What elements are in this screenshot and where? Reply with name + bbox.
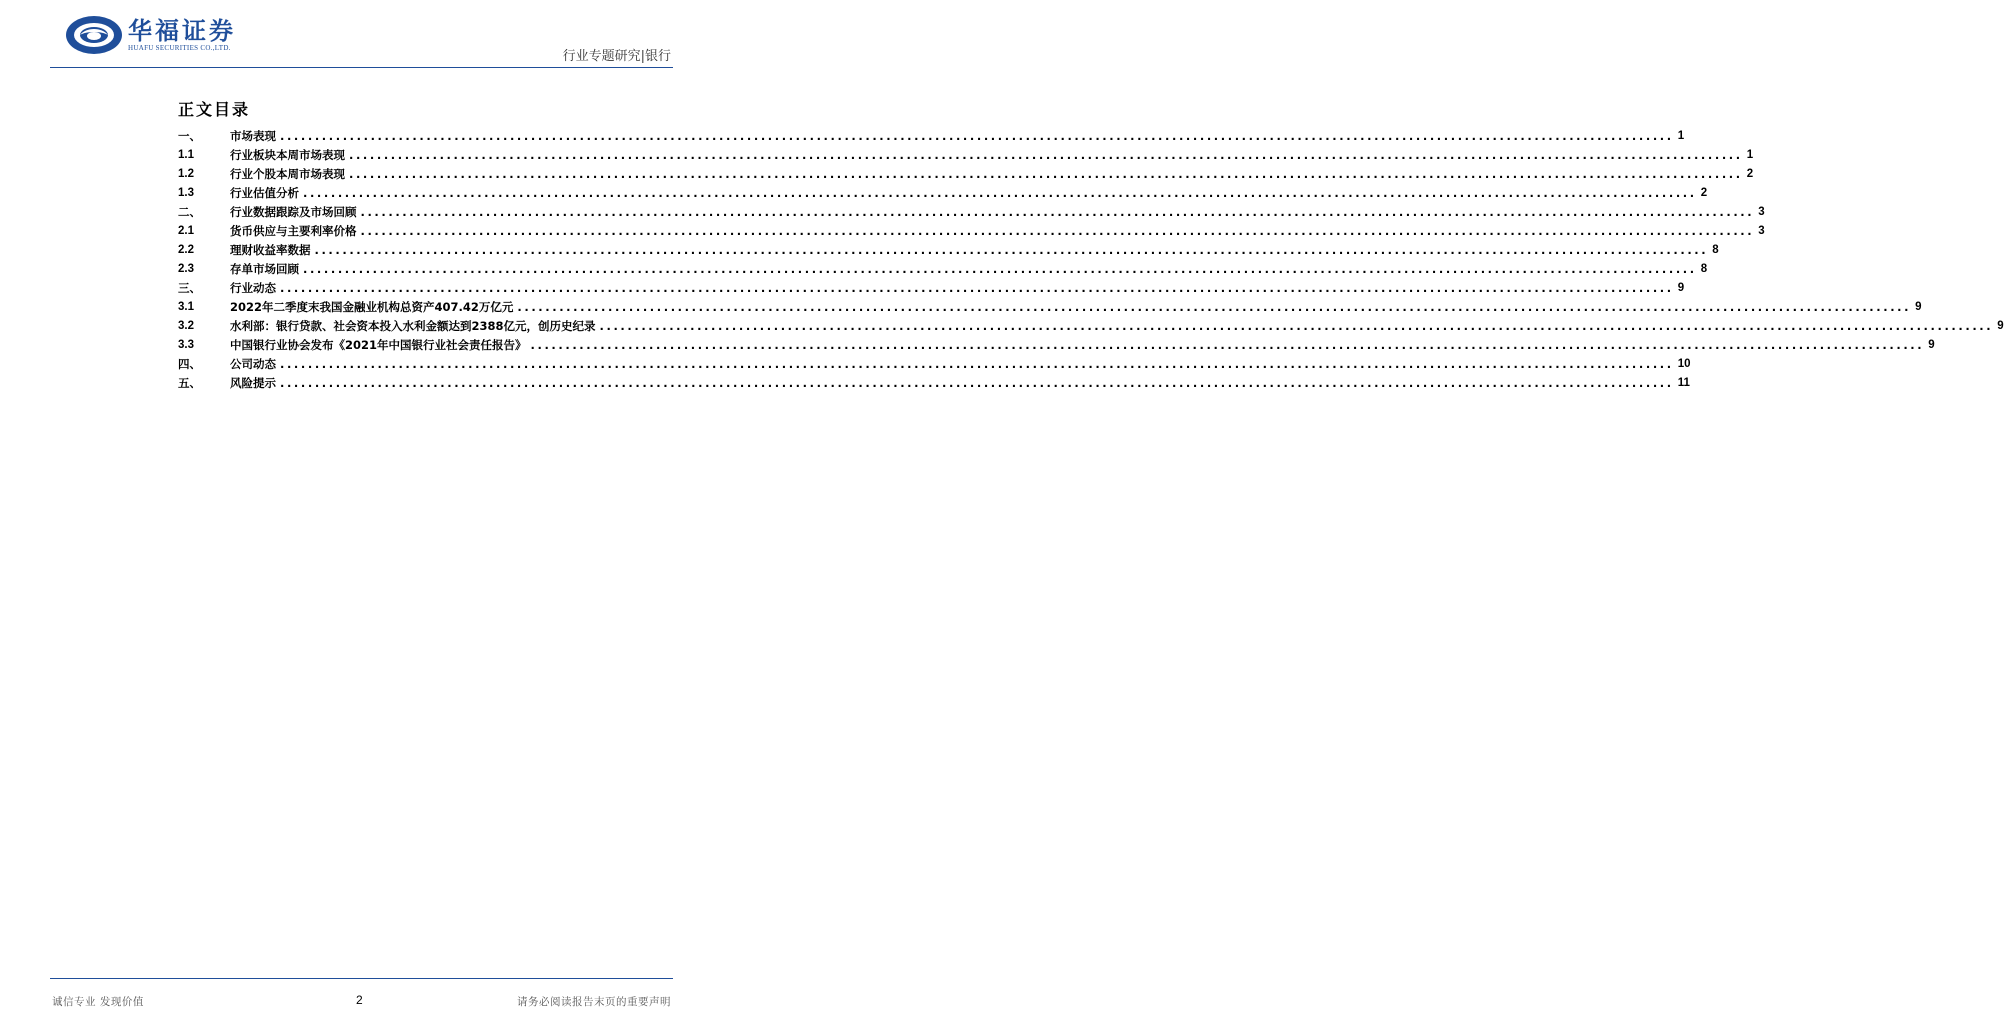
toc-entry-page: 9 <box>1677 281 1685 294</box>
toc-entry-number: 3.2 <box>178 319 194 332</box>
toc-entry-title: 2022年二季度末我国金融业机构总资产407.42万亿元 <box>230 299 514 314</box>
page-header <box>0 0 724 70</box>
report-section-label: 行业专题研究|银行 <box>562 49 671 64</box>
toc-entry[interactable] <box>178 240 1719 259</box>
toc-entry[interactable] <box>178 278 1685 297</box>
toc-entry-title: 存单市场回顾 <box>230 261 299 276</box>
toc-dot-leader: ........................................................................................................................................................................................................ <box>599 318 1994 333</box>
toc-entry-title: 行业板块本周市场表现 <box>230 147 345 162</box>
toc-entry-page: 9 <box>1997 319 2004 332</box>
toc-entry-number: 2.3 <box>178 262 194 275</box>
page-number: 2 <box>356 993 363 1007</box>
toc-entry[interactable] <box>178 221 1765 240</box>
toc-entry[interactable] <box>178 335 1935 354</box>
toc-entry-page: 8 <box>1712 243 1719 256</box>
toc-dot-leader: ........................................................................................................................................................................................................ <box>303 261 1697 276</box>
logo-english-name: HUAFU SECURITIES CO.,LTD. <box>128 43 231 52</box>
toc-dot-leader: ........................................................................................................................................................................................................ <box>360 223 1755 238</box>
toc-entry-number: 五、 <box>178 377 201 390</box>
toc-entry-title: 市场表现 <box>230 128 276 143</box>
toc-entry-number: 3.1 <box>178 300 194 313</box>
toc-entry-number: 3.3 <box>178 338 194 351</box>
toc-entry[interactable] <box>178 373 1690 392</box>
toc-entry-page: 10 <box>1677 357 1691 370</box>
huafu-logo-icon <box>64 14 124 56</box>
toc-entry-title: 中国银行业协会发布《2021年中国银行业社会责任报告》 <box>230 337 527 352</box>
toc-entry-title: 理财收益率数据 <box>230 242 311 257</box>
toc-entry-number: 2.2 <box>178 243 194 256</box>
toc-entry-title: 公司动态 <box>230 356 276 371</box>
logo-chinese-name: 华福证券 <box>128 15 236 45</box>
toc-entry-title: 风险提示 <box>230 375 276 390</box>
toc-entry-page: 9 <box>1928 338 1935 351</box>
toc-entry-title: 水利部：银行贷款、社会资本投入水利金额达到2388亿元，创历史纪录 <box>230 318 596 333</box>
toc-dot-leader: ........................................................................................................................................................................................................ <box>314 242 1709 257</box>
toc-entry-page: 11 <box>1677 376 1690 389</box>
toc-dot-leader: ........................................................................................................................................................................................................ <box>280 356 1674 371</box>
toc-entry-page: 8 <box>1700 262 1708 275</box>
toc-entry-number: 1.2 <box>178 167 194 180</box>
toc-entry[interactable] <box>178 316 2004 335</box>
toc-dot-leader: ........................................................................................................................................................................................................ <box>349 166 1743 181</box>
toc-dot-leader: ........................................................................................................................................................................................................ <box>360 204 1755 219</box>
toc-entry-page: 1 <box>1746 148 1754 161</box>
footer-divider <box>50 978 673 979</box>
toc-entry-page: 3 <box>1758 224 1765 237</box>
toc-entry[interactable] <box>178 183 1708 202</box>
table-of-contents <box>178 126 2004 392</box>
toc-entry-page: 3 <box>1758 205 1765 218</box>
toc-entry-number: 2.1 <box>178 224 194 237</box>
toc-entry-page: 1 <box>1677 129 1685 142</box>
toc-entry-number: 四、 <box>178 358 201 371</box>
toc-title: 正文目录 <box>178 100 251 119</box>
toc-entry-title: 行业动态 <box>230 280 276 295</box>
toc-dot-leader: ........................................................................................................................................................................................................ <box>280 128 1674 143</box>
toc-dot-leader: ........................................................................................................................................................................................................ <box>530 337 1925 352</box>
toc-entry[interactable] <box>178 259 1708 278</box>
toc-entry[interactable] <box>178 202 1765 221</box>
toc-entry[interactable] <box>178 354 1691 373</box>
toc-entry[interactable] <box>178 164 1754 183</box>
footer-slogan: 诚信专业 发现价值 <box>52 996 144 1008</box>
toc-entry-title: 货币供应与主要利率价格 <box>230 223 357 238</box>
footer-disclaimer-note: 请务必阅读报告末页的重要声明 <box>517 996 671 1008</box>
toc-entry-number: 1.3 <box>178 186 194 199</box>
toc-dot-leader: ........................................................................................................................................................................................................ <box>280 375 1674 390</box>
header-divider <box>50 67 673 68</box>
toc-entry-number: 一、 <box>178 130 201 143</box>
toc-entry[interactable] <box>178 145 1754 164</box>
toc-entry-number: 二、 <box>178 206 201 219</box>
toc-dot-leader: ........................................................................................................................................................................................................ <box>303 185 1697 200</box>
toc-dot-leader: ........................................................................................................................................................................................................ <box>349 147 1743 162</box>
toc-entry[interactable] <box>178 126 1685 145</box>
toc-entry-title: 行业个股本周市场表现 <box>230 166 345 181</box>
company-logo <box>64 14 236 56</box>
toc-dot-leader: ........................................................................................................................................................................................................ <box>517 299 1912 314</box>
toc-entry-number: 1.1 <box>178 148 194 161</box>
toc-entry-title: 行业数据跟踪及市场回顾 <box>230 204 357 219</box>
toc-dot-leader: ........................................................................................................................................................................................................ <box>280 280 1674 295</box>
toc-entry-title: 行业估值分析 <box>230 185 299 200</box>
toc-entry-page: 9 <box>1915 300 1922 313</box>
toc-entry-page: 2 <box>1746 167 1754 180</box>
toc-entry-number: 三、 <box>178 282 201 295</box>
toc-entry[interactable] <box>178 297 1922 316</box>
toc-entry-page: 2 <box>1700 186 1708 199</box>
